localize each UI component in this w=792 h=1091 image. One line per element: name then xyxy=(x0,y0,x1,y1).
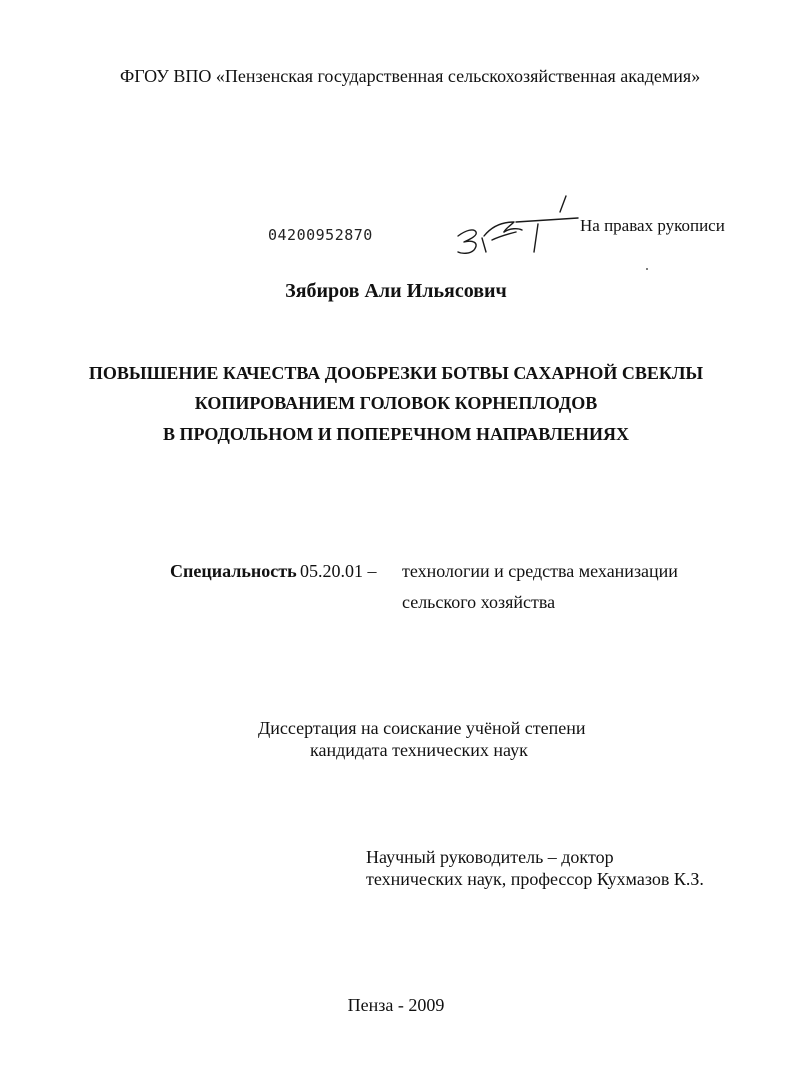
thesis-title-line: ПОВЫШЕНИЕ КАЧЕСТВА ДООБРЕЗКИ БОТВЫ САХАРНОЙ СВЕКЛЫ xyxy=(88,363,704,383)
signature xyxy=(452,192,580,260)
degree-statement-line: Диссертация на соискание учёной степени xyxy=(258,718,586,738)
city-year: Пенза - 2009 xyxy=(347,995,445,1015)
thesis-title-line: В ПРОДОЛЬНОМ И ПОПЕРЕЧНОМ НАПРАВЛЕНИЯХ xyxy=(163,424,629,444)
supervisor-line: Научный руководитель – доктор xyxy=(366,847,614,867)
author-name: Зябиров Али Ильясович xyxy=(285,280,507,302)
specialty-label: Специальность xyxy=(170,561,297,581)
specialty-description-line: технологии и средства механизации xyxy=(402,561,678,581)
specialty-code: 05.20.01 – xyxy=(300,561,377,581)
thesis-title-line: КОПИРОВАНИЕМ ГОЛОВОК КОРНЕПЛОДОВ xyxy=(194,393,598,413)
document-number: 04200952870 xyxy=(268,226,373,244)
specialty-description-line: сельского хозяйства xyxy=(402,592,556,612)
scan-dot xyxy=(646,268,648,270)
manuscript-rights-note: На правах рукописи xyxy=(580,216,725,235)
degree-statement-line: кандидата технических наук xyxy=(310,740,528,760)
supervisor-line: технических наук, профессор Кухмазов К.З. xyxy=(366,869,704,889)
institution-name: ФГОУ ВПО «Пензенская государственная сельскохозяйственная академия» xyxy=(120,66,701,86)
